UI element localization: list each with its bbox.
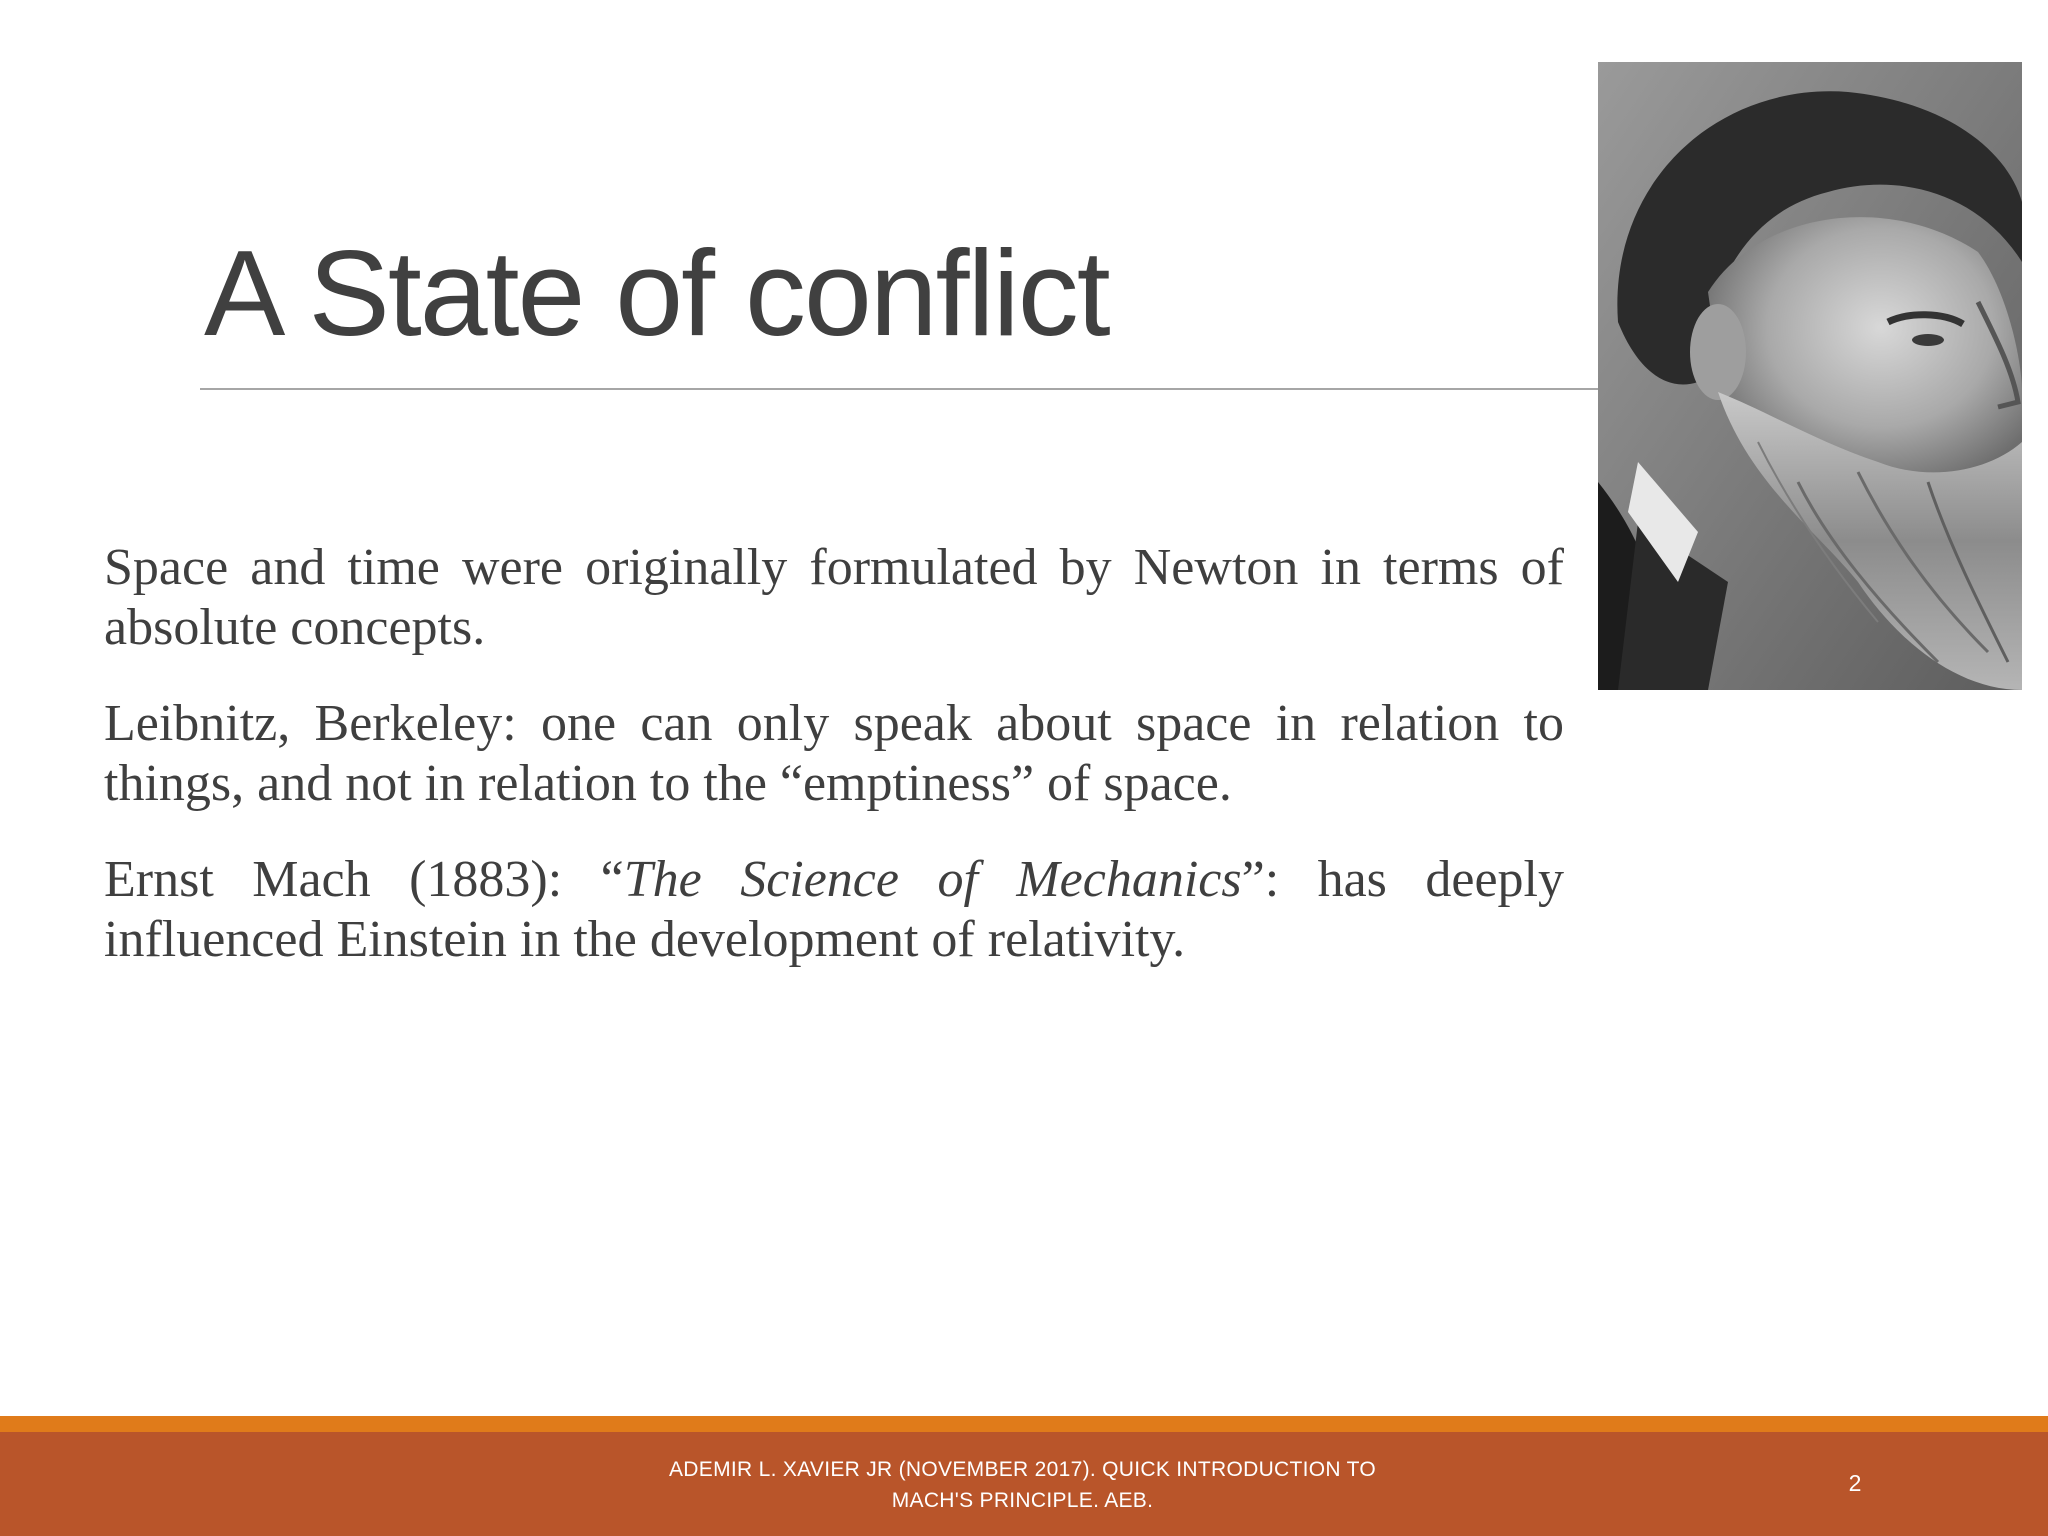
footer-citation-line2: MACH'S PRINCIPLE. AEB.: [891, 1489, 1154, 1512]
paragraph-newton: Space and time were originally formulated by Newton in terms of absolute concepts.: [104, 539, 1564, 656]
footer-citation: [650, 1454, 1395, 1516]
paragraph-mach-intro: Ernst Mach (1883): “: [104, 851, 624, 908]
slide-body: [104, 538, 1564, 1006]
footer-accent-stripe: [0, 1416, 2048, 1432]
book-title: The Science of Mechanics: [623, 851, 1242, 908]
paragraph-mach: [104, 850, 1564, 970]
paragraph-leibnitz-berkeley: Leibnitz, Berkeley: one can only speak about space in relation to things, and not in relation to the “emptiness” of space.: [104, 695, 1564, 812]
slide-title: A State of conflict: [204, 225, 1109, 361]
page-number: 2: [1848, 1470, 1862, 1496]
paragraph-mach-rest: ”: has deeply influenced Einstein in the development of relativity.: [104, 851, 1564, 968]
portrait-photo: [1598, 62, 2022, 690]
title-divider: [200, 388, 1600, 390]
footer-bar: [0, 1432, 2048, 1536]
footer-citation-line1: ADEMIR L. XAVIER JR (NOVEMBER 2017). QUICK INTRODUCTION TO: [668, 1458, 1376, 1481]
